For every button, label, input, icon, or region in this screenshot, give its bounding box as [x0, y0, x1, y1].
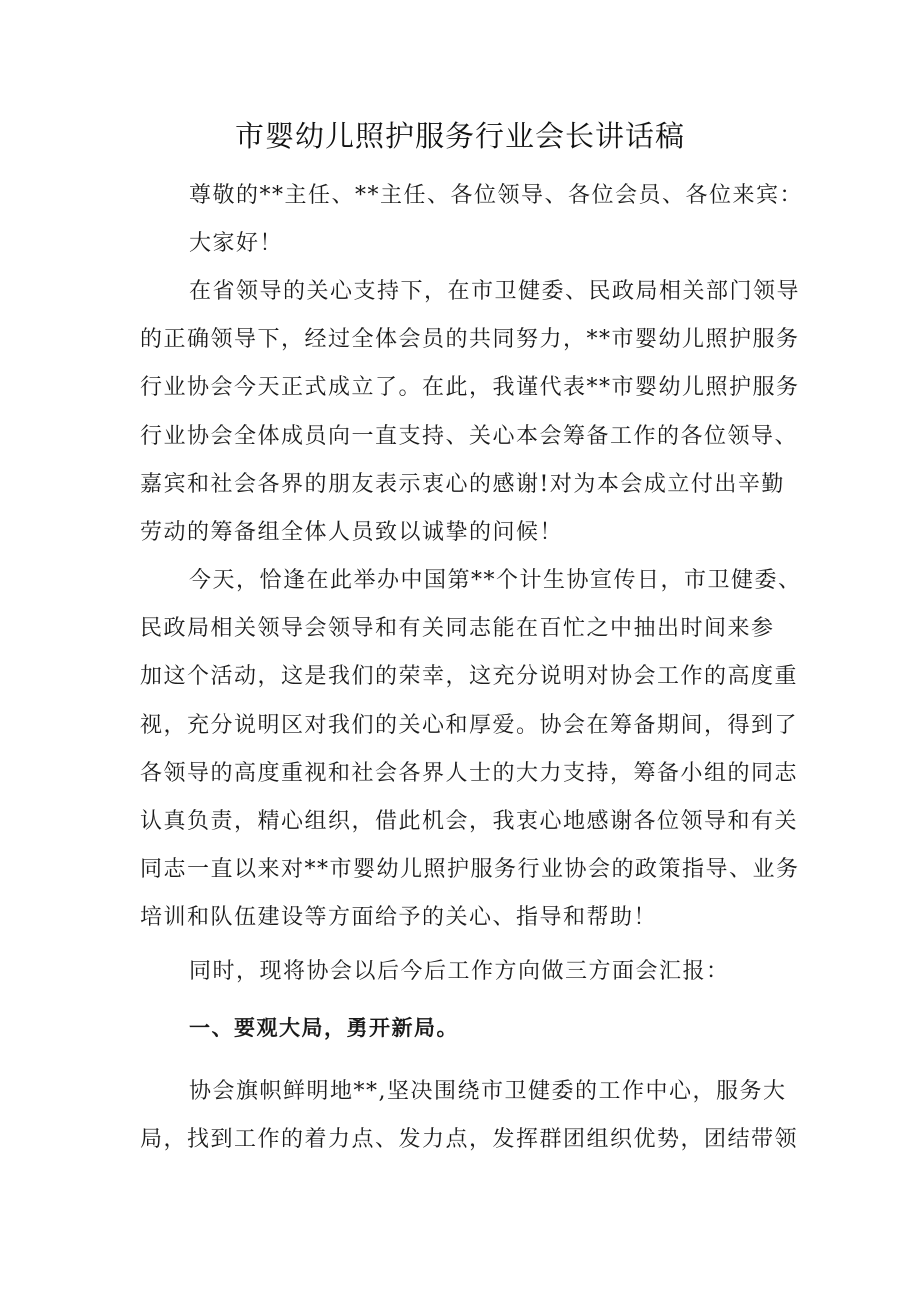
paragraph-1-line-3: 行业协会今天正式成立了。在此，我谨代表**市婴幼儿照护服务 — [140, 375, 800, 400]
paragraph-2-line-4: 视，充分说明区对我们的关心和厚爱。协会在筹备期间，得到了 — [140, 713, 799, 738]
paragraph-3-line-1: 协会旗帜鲜明地**,坚决围绕市卫健委的工作中心，服务大 — [189, 1079, 787, 1104]
transition-line: 同时，现将协会以后今后工作方向做三方面会汇报： — [189, 959, 730, 984]
paragraph-2-line-5: 各领导的高度重视和社会各界人士的大力支持，筹备小组的同志 — [140, 761, 799, 786]
paragraph-2-line-7: 同志一直以来对**市婴幼儿照护服务行业协会的政策指导、业务 — [140, 857, 800, 882]
paragraph-3-line-2: 局，找到工作的着力点、发力点，发挥群团组织优势，团结带领 — [140, 1127, 799, 1152]
paragraph-2-line-3: 加这个活动，这是我们的荣幸，这充分说明对协会工作的高度重 — [140, 664, 799, 689]
paragraph-1-line-5: 嘉宾和社会各界的朋友表示衷心的感谢!对为本会成立付出辛勤 — [140, 472, 785, 497]
paragraph-1-line-6: 劳动的筹备组全体人员致以诚挚的问候！ — [140, 520, 564, 545]
salutation-line: 尊敬的**主任、**主任、各位领导、各位会员、各位来宾： — [189, 183, 804, 208]
paragraph-1-line-1: 在省领导的关心支持下，在市卫健委、民政局相关部门领导 — [189, 279, 801, 304]
paragraph-1-line-4: 行业协会全体成员向一直支持、关心本会筹备工作的各位领导、 — [140, 424, 799, 449]
paragraph-2-line-8: 培训和队伍建设等方面给予的关心、指导和帮助！ — [140, 905, 658, 930]
paragraph-1-line-2: 的正确领导下，经过全体会员的共同努力，**市婴幼儿照护服务 — [140, 327, 800, 352]
section-heading-1: 一、要观大局，勇开新局。 — [189, 1016, 459, 1040]
document-title: 市婴幼儿照护服务行业会长讲话稿 — [234, 119, 685, 153]
paragraph-2-line-1: 今天，恰逢在此举办中国第**个计生协宣传日，市卫健委、 — [189, 568, 802, 593]
greeting-line: 大家好！ — [189, 231, 284, 256]
paragraph-2-line-6: 认真负责，精心组织，借此机会，我衷心地感谢各位领导和有关 — [140, 809, 799, 834]
paragraph-2-line-2: 民政局相关领导会领导和有关同志能在百忙之中抽出时间来参 — [140, 616, 775, 641]
